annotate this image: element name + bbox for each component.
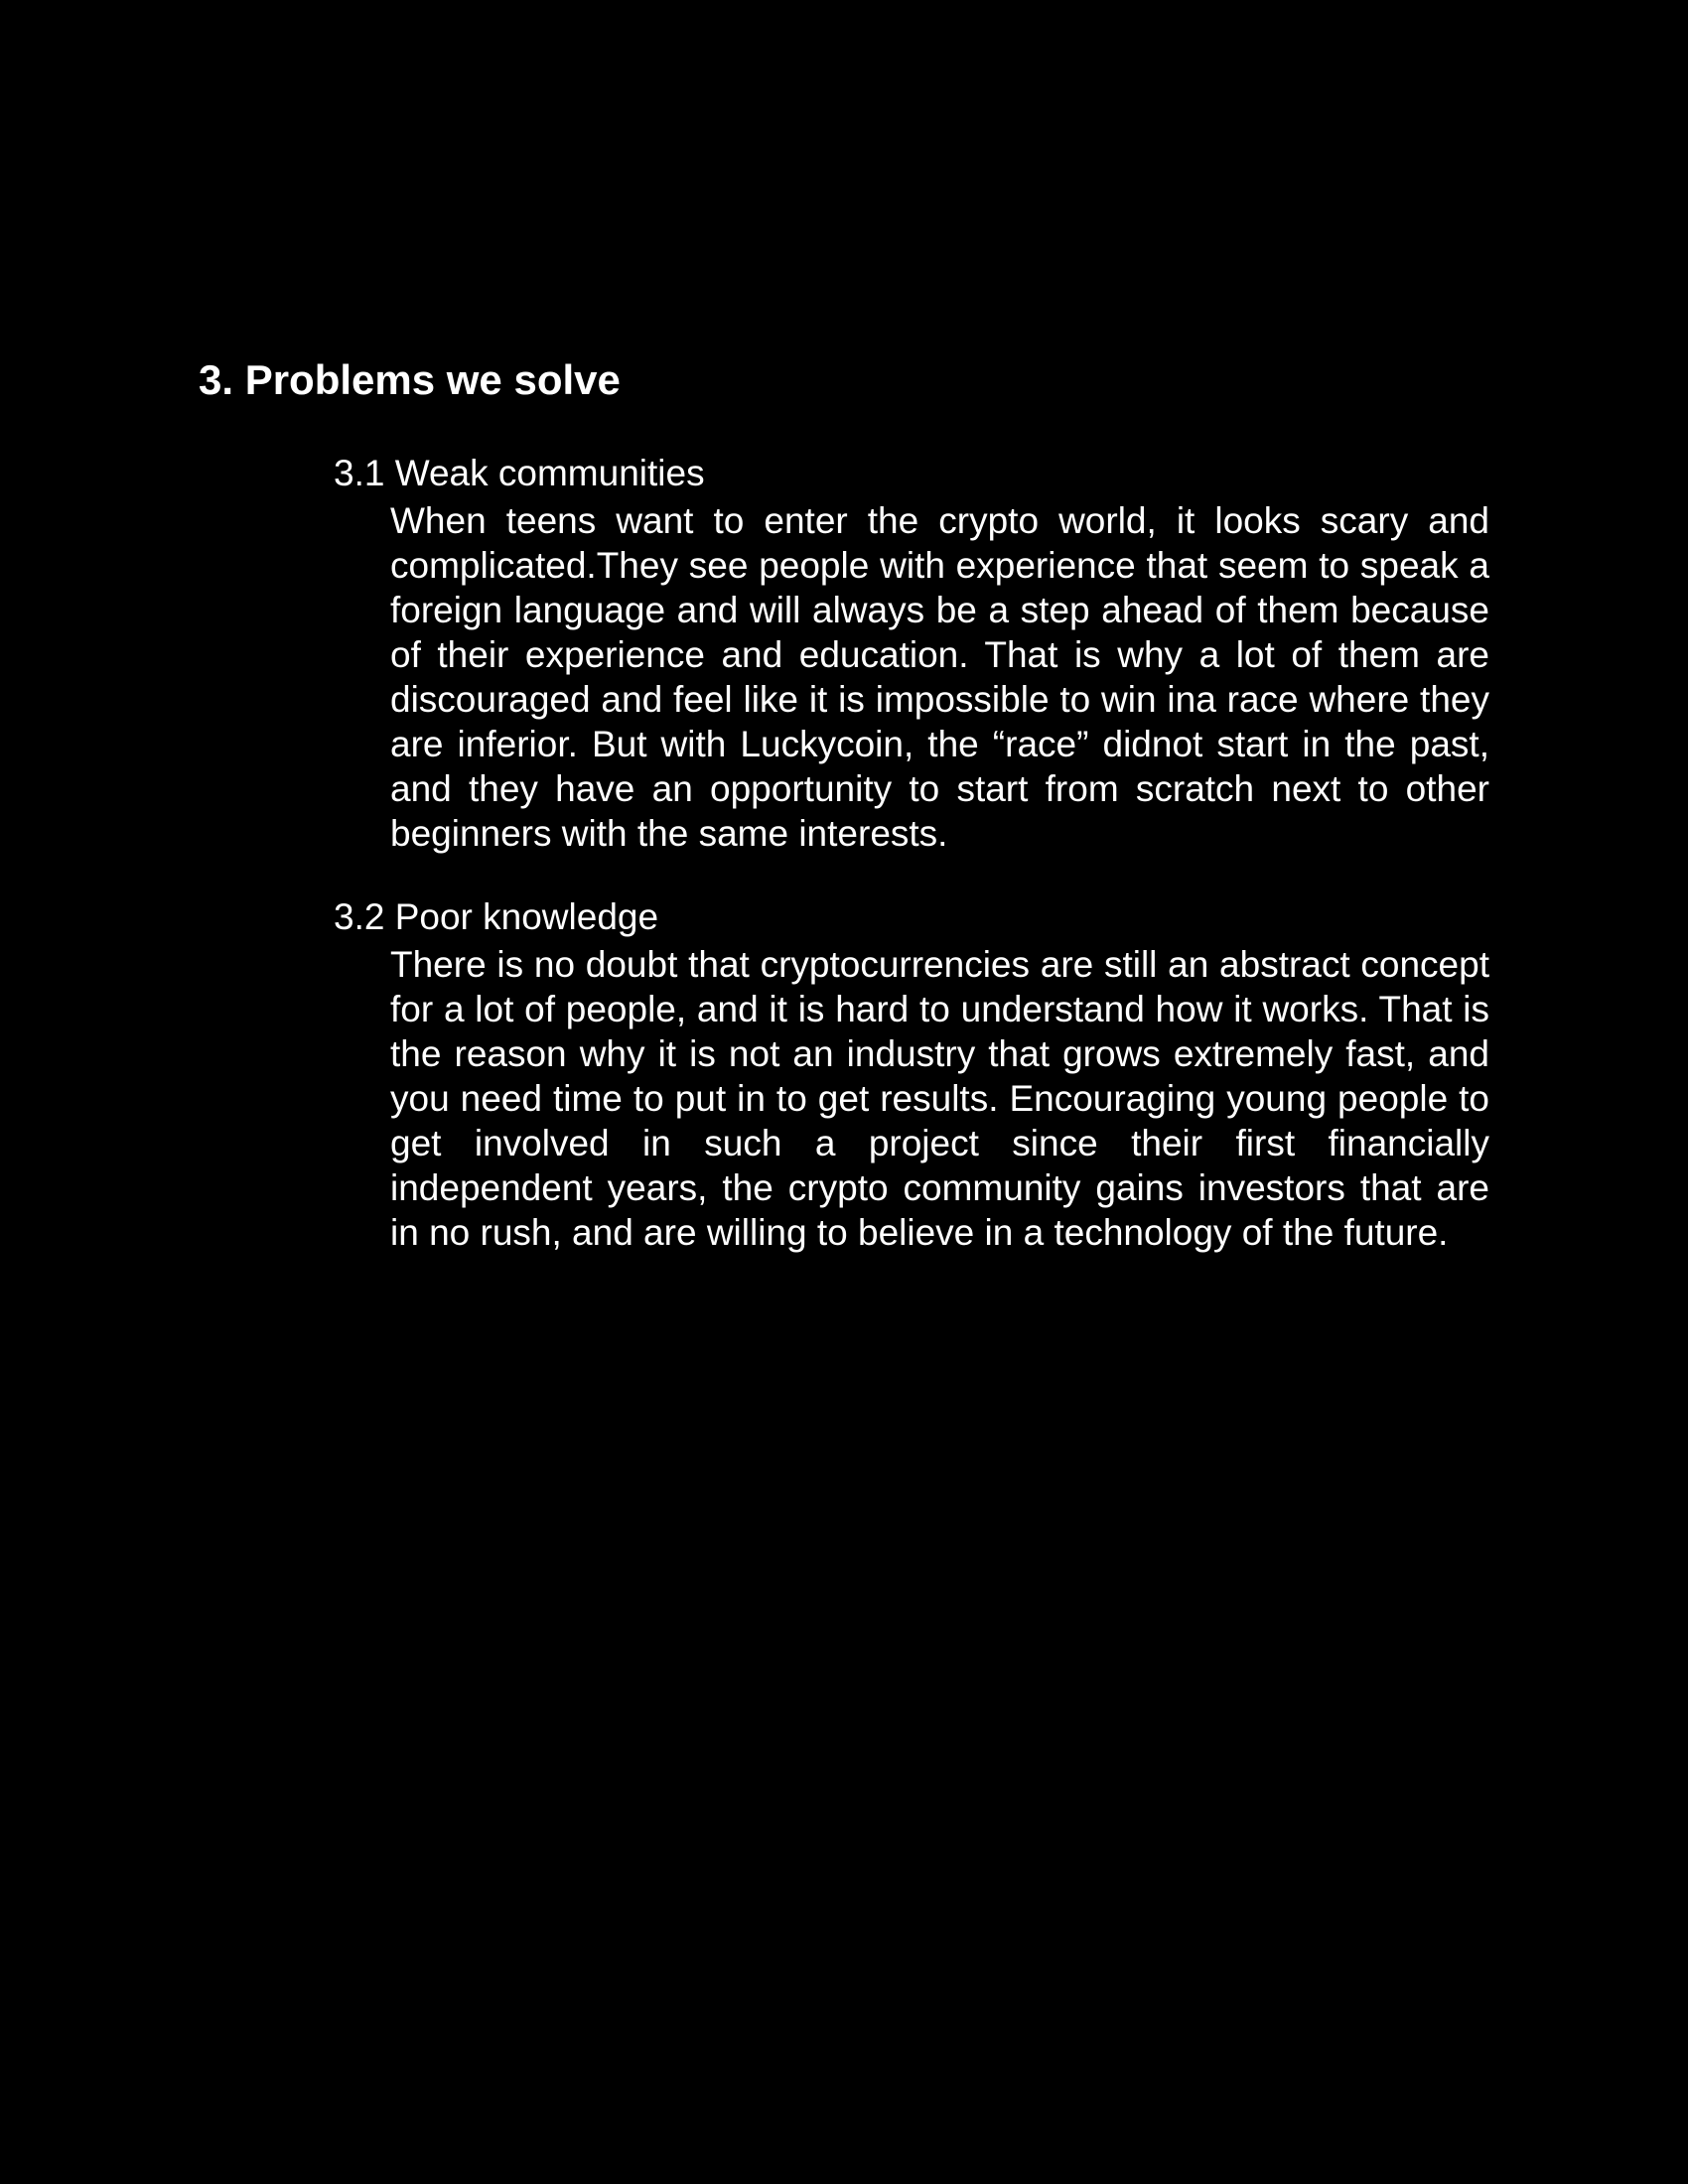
subsection-heading: 3.1 Weak communities: [334, 453, 705, 493]
subsection-body: When teens want to enter the crypto world, it looks scary and complicated.They see people with experience that seem to speak a foreign language and will always be a step ahead of them because of their experience and education. That is why a lot of them are discouraged and feel like it is impossible to win ina race where they are inferior. But with Luckycoin, the “race” didnot start in the past, and they have an opportunity to start from scratch next to other beginners with the same interests.: [390, 500, 1489, 854]
section-title: 3. Problems we solve: [199, 356, 621, 403]
subsection-body: There is no doubt that cryptocurrencies are still an abstract concept for a lot of people, and it is hard to understand how it works. That is the reason why it is not an industry that grows extremely fast, and you need time to put in to get results. Encouraging young people to get involved in such a project since their first financially independent years, the crypto community gains investors that are in no rush, and are willing to believe in a technology of the future.: [390, 944, 1489, 1253]
subsection-heading: 3.2 Poor knowledge: [334, 896, 659, 937]
subsection-weak-communities: [334, 449, 1489, 856]
subsection-poor-knowledge: [334, 892, 1489, 1255]
